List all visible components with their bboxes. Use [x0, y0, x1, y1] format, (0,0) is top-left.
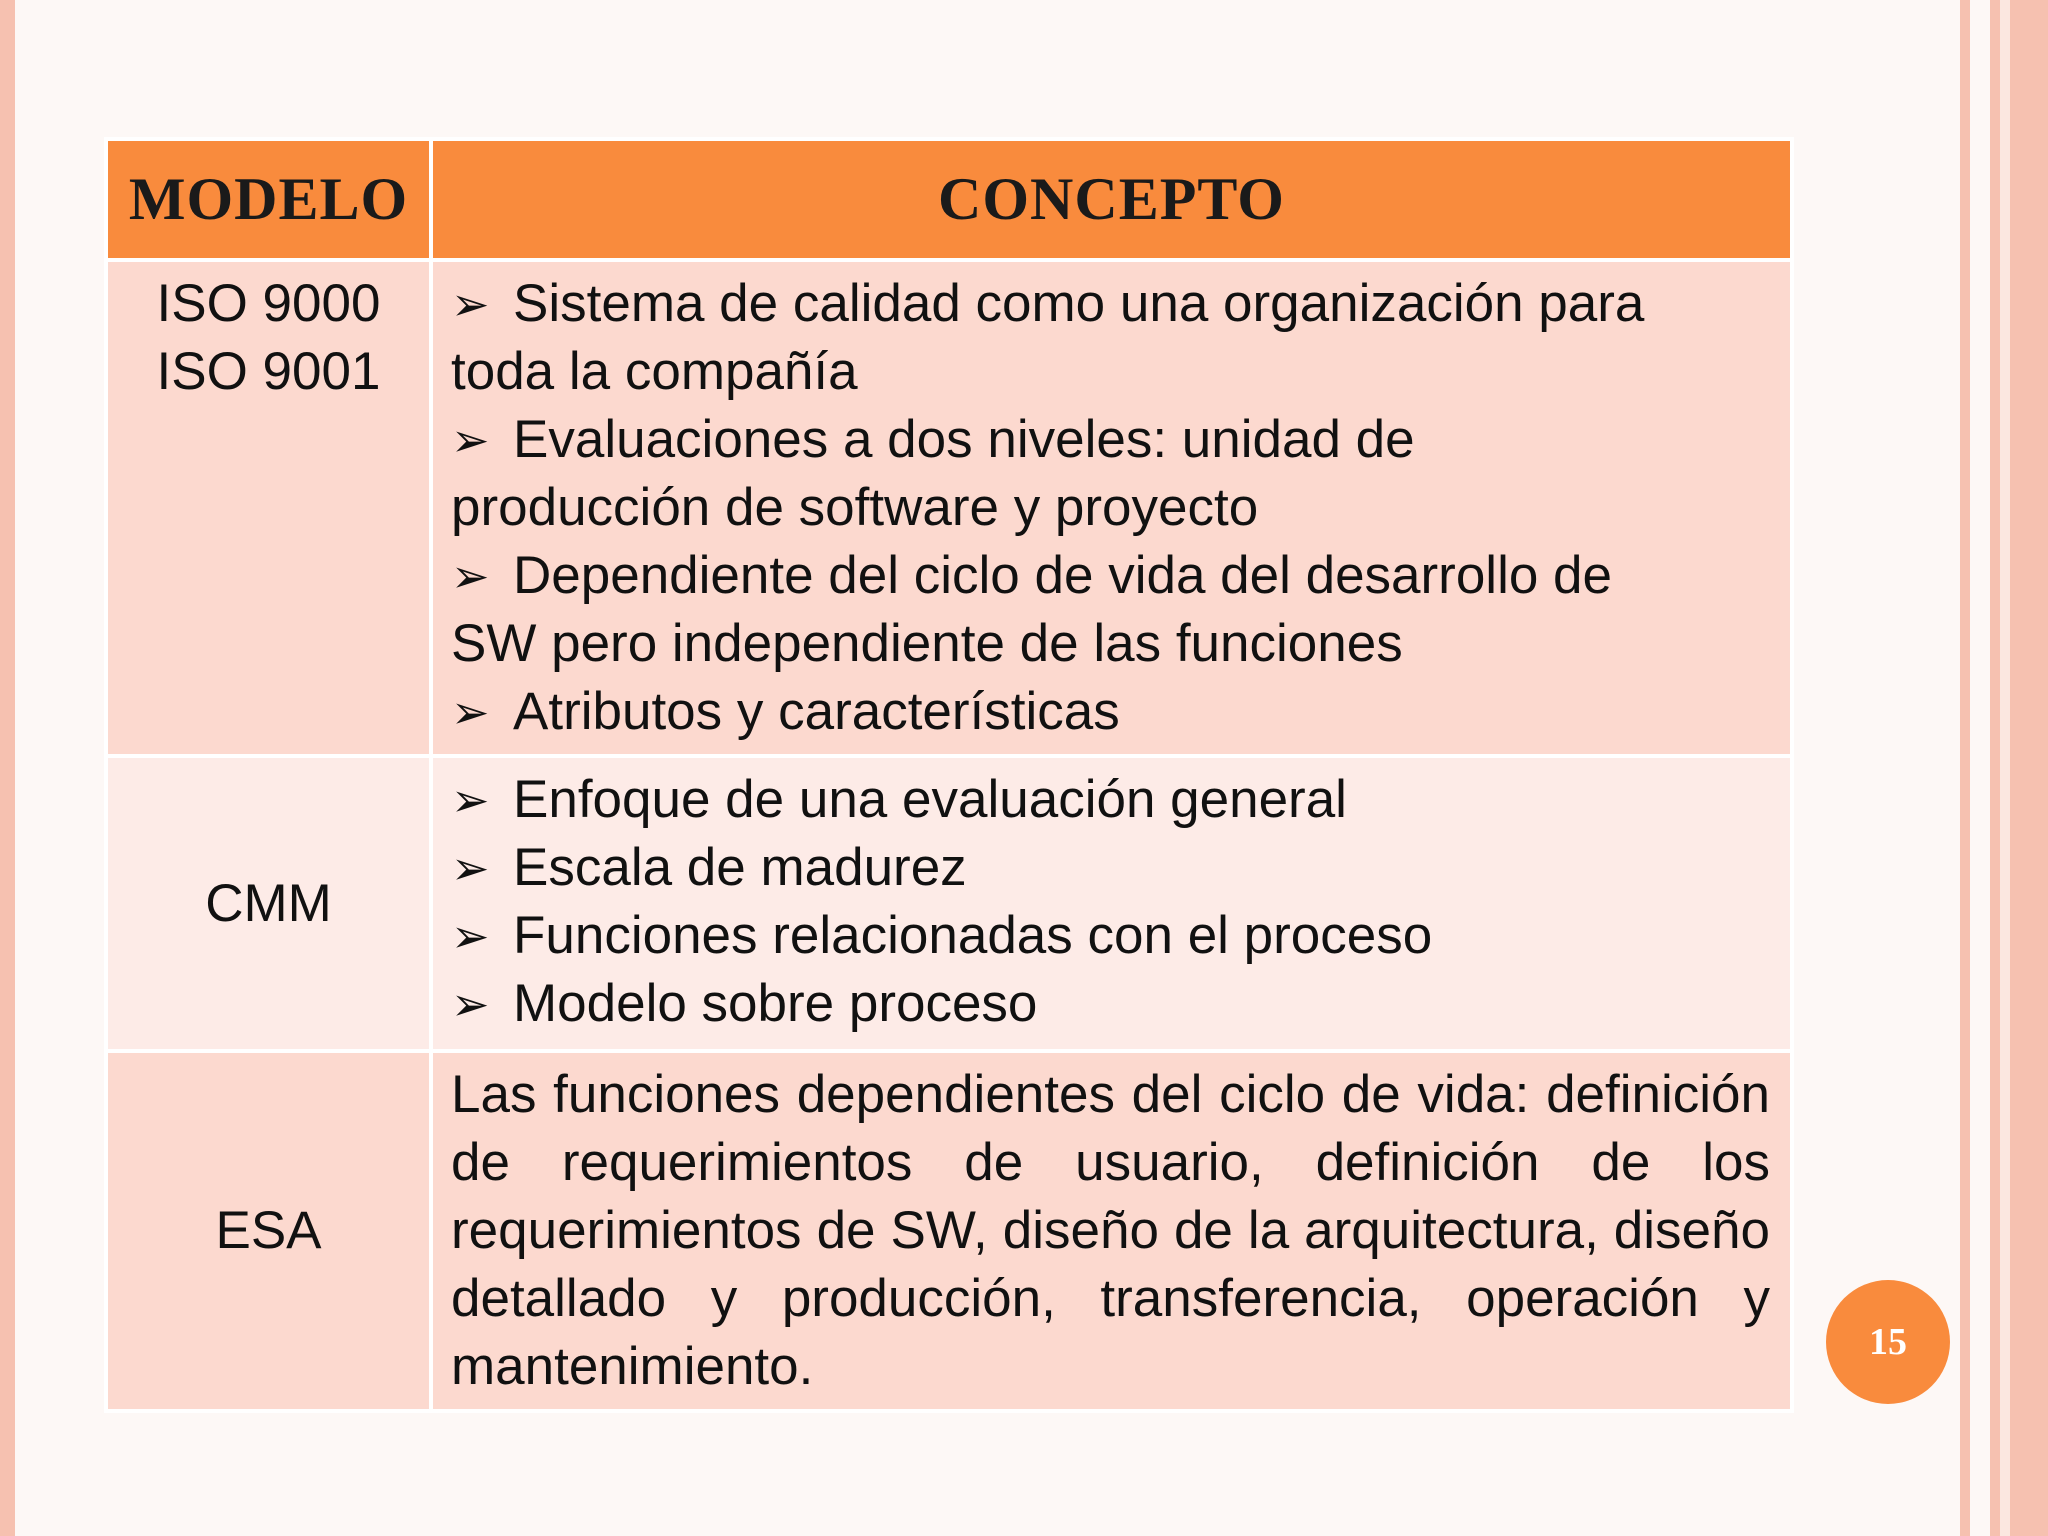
bullet-text: Escala de madurez	[513, 838, 967, 897]
concept-cell	[431, 1051, 1792, 1411]
arrow-bullet-icon: ➢	[451, 686, 490, 738]
bullet-item	[451, 970, 1770, 1038]
bullet-text: Evaluaciones a dos niveles: unidad de	[513, 410, 1415, 469]
model-name: ISO 9001	[156, 342, 381, 401]
bullet-item	[451, 678, 1770, 746]
concept-paragraph: Las funciones dependientes del ciclo de vida: definición de requerimientos de usuario, definición de los requerimientos de SW, diseño de la arquitectura, diseño detallado y producción, transferencia, operación y mantenimiento.	[451, 1065, 1770, 1396]
bullet-text-continuation: SW pero independiente de las funciones	[451, 614, 1403, 673]
bullet-text-continuation: toda la compañía	[451, 342, 858, 401]
table-row	[106, 260, 1792, 756]
model-cell	[106, 1051, 431, 1411]
arrow-bullet-icon: ➢	[451, 910, 490, 962]
table-header-row	[106, 139, 1792, 260]
bullet-item	[451, 270, 1770, 338]
slide-border-right	[1990, 0, 2000, 1536]
bullet-text-continuation: producción de software y proyecto	[451, 478, 1259, 537]
arrow-bullet-icon: ➢	[451, 550, 490, 602]
slide-border-right	[1960, 0, 1970, 1536]
models-table	[104, 137, 1794, 1413]
table-row	[106, 1051, 1792, 1411]
arrow-bullet-icon: ➢	[451, 278, 490, 330]
model-cell	[106, 756, 431, 1051]
header-modelo: MODELO	[106, 139, 431, 260]
model-cell	[106, 260, 431, 756]
header-concepto: CONCEPTO	[431, 139, 1792, 260]
bullet-text: Sistema de calidad como una organización para	[513, 274, 1645, 333]
arrow-bullet-icon: ➢	[451, 414, 490, 466]
bullet-item	[451, 542, 1770, 610]
bullet-text: Enfoque de una evaluación general	[513, 770, 1347, 829]
model-name: ISO 9000	[156, 274, 381, 333]
bullet-text: Dependiente del ciclo de vida del desarrollo de	[513, 546, 1612, 605]
table-row	[106, 756, 1792, 1051]
slide-border-right-gap	[2000, 0, 2010, 1536]
arrow-bullet-icon: ➢	[451, 774, 490, 826]
model-name: ESA	[215, 1201, 322, 1260]
bullet-item	[451, 766, 1770, 834]
concept-cell	[431, 260, 1792, 756]
bullet-text: Modelo sobre proceso	[513, 974, 1038, 1033]
slide-border-right	[2010, 0, 2048, 1536]
bullet-text: Atributos y características	[513, 682, 1120, 741]
page-number-badge	[1826, 1280, 1950, 1404]
bullet-item	[451, 834, 1770, 902]
arrow-bullet-icon: ➢	[451, 978, 490, 1030]
bullet-item	[451, 902, 1770, 970]
concept-cell	[431, 756, 1792, 1051]
bullet-text: Funciones relacionadas con el proceso	[513, 906, 1433, 965]
model-name: CMM	[205, 873, 332, 933]
slide-border-left	[0, 0, 15, 1536]
arrow-bullet-icon: ➢	[451, 842, 490, 894]
bullet-item	[451, 406, 1770, 474]
page-number: 15	[1869, 1321, 1907, 1363]
